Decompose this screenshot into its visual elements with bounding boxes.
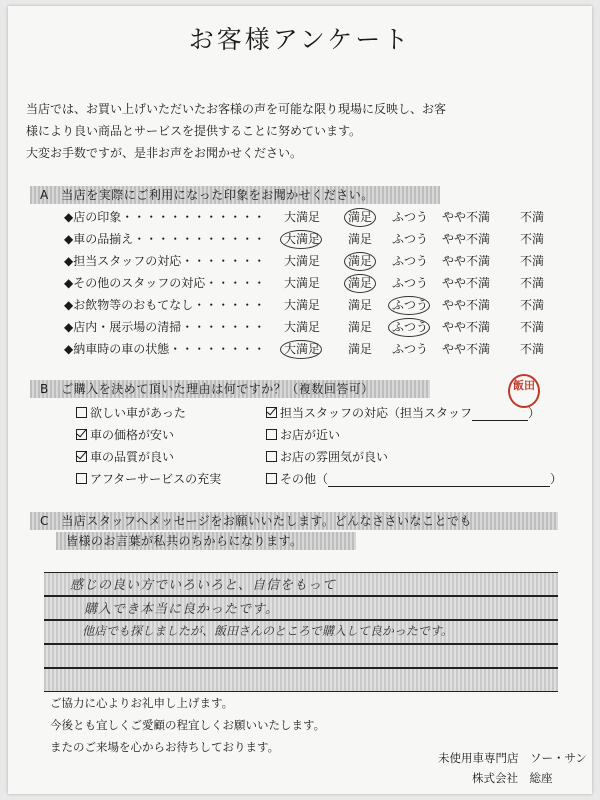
rating-option[interactable]: 不満 — [520, 254, 545, 268]
rating-option[interactable]: やや不満 — [442, 232, 491, 246]
rating-option[interactable]: ふつう — [392, 232, 429, 246]
handwritten-line: 感じの良い方でいろいろと、自信をもって — [70, 578, 337, 593]
rating-item-label: ◆お飲物等のおもてなし・・・・・・ — [64, 298, 266, 312]
rating-option[interactable]: やや不満 — [442, 210, 491, 224]
rating-option[interactable]: やや不満 — [442, 320, 491, 334]
rating-option[interactable]: やや不満 — [442, 276, 491, 290]
rating-item-label: ◆その他のスタッフの対応・・・・・ — [64, 276, 266, 290]
rating-item-label: ◆担当スタッフの対応・・・・・・・ — [64, 254, 266, 268]
paren-close: ） — [550, 472, 563, 486]
rating-option[interactable]: ふつう — [392, 254, 429, 268]
rating-item-label: ◆車の品揃え・・・・・・・・・・・ — [64, 232, 266, 246]
rating-option[interactable]: ふつう — [392, 276, 429, 290]
intro-line: 大変お手数ですが、是非お声をお聞かせください。 — [26, 146, 303, 160]
rating-option[interactable]: 不満 — [520, 320, 545, 334]
shop-info — [438, 748, 587, 788]
rating-option[interactable]: 不満 — [520, 232, 545, 246]
shop-name: 未使用車専門店 ソー・サン — [438, 751, 587, 765]
section-a-heading — [30, 186, 440, 204]
rating-option[interactable]: ふつう — [392, 210, 429, 224]
reason-label: 欲しい車があった — [90, 406, 186, 420]
checkbox-icon[interactable] — [76, 407, 87, 418]
section-b-heading-text: B ご購入を決めて頂いた理由は何ですか？（複数回答可） — [40, 382, 374, 396]
handwritten-line: 購入でき本当に良かったです。 — [84, 602, 279, 617]
checked-box-icon[interactable] — [76, 429, 87, 440]
rating-option[interactable]: 満足 — [348, 342, 373, 356]
checkbox-icon[interactable] — [76, 473, 87, 484]
reason-label: 車の価格が安い — [90, 428, 175, 442]
rating-option[interactable]: やや不満 — [442, 342, 491, 356]
reason-label: アフターサービスの充実 — [90, 472, 222, 486]
survey-sheet — [8, 6, 592, 794]
reason-label: お店の雰囲気が良い — [280, 450, 389, 464]
rating-option[interactable]: 不満 — [520, 298, 545, 312]
checkbox-icon[interactable] — [266, 451, 277, 462]
reason-label: 車の品質が良い — [90, 450, 175, 464]
intro-line: 当店では、お買い上げいただいたお客様の声を可能な限り現場に反映し、お客 — [26, 102, 447, 116]
rating-option[interactable]: ふつう — [392, 298, 429, 312]
rating-option[interactable]: やや不満 — [442, 298, 491, 312]
fill-in-line[interactable] — [328, 474, 550, 487]
rating-option[interactable]: ふつう — [392, 342, 429, 356]
rating-option[interactable]: やや不満 — [442, 254, 491, 268]
section-c-heading-text: C 当店スタッフへメッセージをお願いいたします。どんなささいなことでも — [40, 514, 472, 528]
message-line — [44, 668, 558, 692]
rating-option[interactable]: 満足 — [348, 298, 373, 312]
company-name: 株式会社 総座 — [472, 771, 553, 785]
fill-in-line[interactable] — [472, 408, 528, 421]
section-c-heading — [30, 512, 558, 530]
rating-item-label: ◆店の印象・・・・・・・・・・・・ — [64, 210, 266, 224]
rating-option[interactable]: 大満足 — [284, 254, 321, 268]
rating-item-label: ◆店内・展示場の清掃・・・・・・・ — [64, 320, 266, 334]
closing-line: 今後とも宜しくご愛顧の程宜しくお願いいたします。 — [50, 718, 326, 732]
reason-label: その他（ — [280, 472, 329, 486]
closing-text — [50, 692, 325, 758]
reason-option[interactable] — [76, 404, 186, 421]
checkbox-icon[interactable] — [266, 429, 277, 440]
rating-option[interactable]: 大満足 — [284, 210, 321, 224]
rating-option[interactable]: 満足 — [348, 320, 373, 334]
rating-row — [64, 338, 574, 360]
reason-option[interactable] — [76, 470, 221, 487]
section-c-line2-text: 皆様のお言葉が私共のちからになります。 — [66, 534, 303, 548]
rating-option[interactable]: 不満 — [520, 342, 545, 356]
closing-line: ご協力に心よりお礼申し上げます。 — [50, 696, 234, 710]
rating-table — [64, 206, 574, 360]
rating-row — [64, 272, 574, 294]
reason-option[interactable] — [76, 448, 174, 465]
section-c-heading-line2 — [56, 532, 356, 550]
rating-option[interactable]: 不満 — [520, 210, 545, 224]
rating-option[interactable]: 満足 — [348, 232, 373, 246]
section-b-heading — [30, 380, 430, 398]
checked-box-icon[interactable] — [266, 407, 277, 418]
handwritten-line: 他店でも探しましたが、飯田さんのところで購入して良かったです。 — [82, 624, 453, 638]
rating-row — [64, 250, 574, 272]
rating-option[interactable]: 大満足 — [284, 342, 321, 356]
reason-option[interactable] — [266, 448, 388, 465]
rating-row — [64, 206, 574, 228]
section-a-heading-text: A 当店を実際にご利用になった印象をお聞かせください。 — [40, 188, 374, 202]
checked-box-icon[interactable] — [76, 451, 87, 462]
intro-line: 様により良い商品とサービスを提供することに努めています。 — [26, 124, 362, 138]
page-title: お客様アンケート — [188, 25, 412, 54]
paren-close: ） — [528, 406, 541, 420]
message-area[interactable] — [44, 572, 558, 688]
rating-row — [64, 228, 574, 250]
reason-label: 担当スタッフの対応（担当スタッフ — [280, 406, 473, 420]
rating-row — [64, 316, 574, 338]
rating-option[interactable]: 大満足 — [284, 232, 321, 246]
rating-row — [64, 294, 574, 316]
rating-option[interactable]: ふつう — [392, 320, 429, 334]
reason-option[interactable] — [266, 426, 340, 443]
rating-option[interactable]: 満足 — [348, 276, 373, 290]
rating-option[interactable]: 大満足 — [284, 276, 321, 290]
intro-text — [26, 98, 586, 164]
rating-option[interactable]: 大満足 — [284, 298, 321, 312]
rating-option[interactable]: 大満足 — [284, 320, 321, 334]
reason-option[interactable] — [266, 404, 540, 421]
reason-option[interactable] — [76, 426, 174, 443]
rating-item-label: ◆納車時の車の状態・・・・・・・・ — [64, 342, 266, 356]
closing-line: またのご来場を心からお待ちしております。 — [50, 740, 280, 754]
rating-option[interactable]: 不満 — [520, 276, 545, 290]
reason-label: お店が近い — [280, 428, 341, 442]
rating-option[interactable]: 満足 — [348, 210, 373, 224]
message-line — [44, 644, 558, 668]
staff-seal: 飯田 — [508, 374, 540, 408]
checkbox-icon[interactable] — [266, 473, 277, 484]
rating-option[interactable]: 満足 — [348, 254, 373, 268]
reason-option[interactable] — [266, 470, 562, 487]
